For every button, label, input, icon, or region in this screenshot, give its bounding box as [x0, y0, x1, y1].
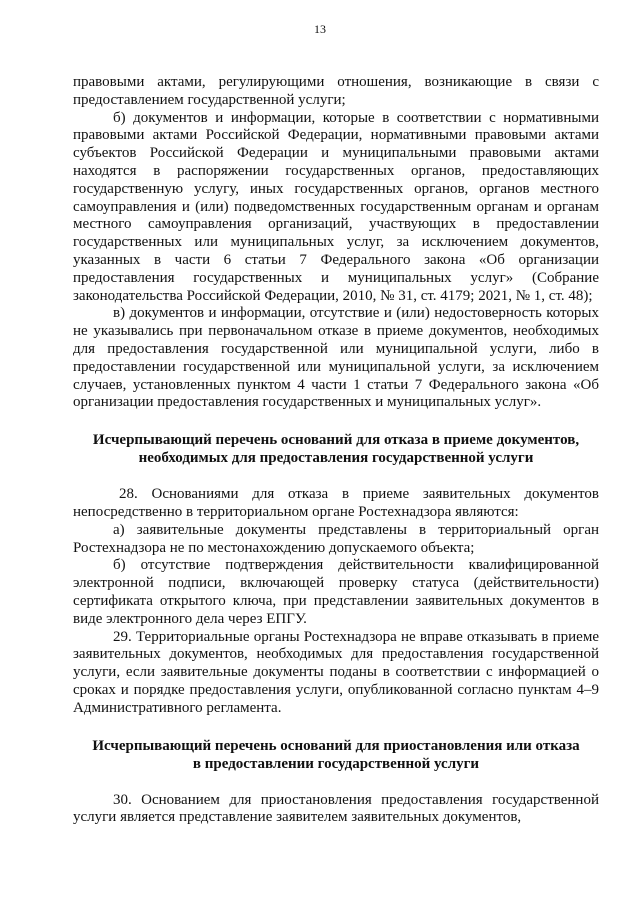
- paragraph-28-a: а) заявительные документы представлены в территориальный орган Ростехнадзора не по местонахождению допускаемого объекта;: [73, 521, 599, 556]
- section-heading-suspension-refusal: [73, 737, 599, 773]
- paragraph-29: 29. Территориальные органы Ростехнадзора не вправе отказывать в приеме заявительных документов, необходимых для предоставления государственной услуги, если заявительные документы поданы в соответствии с информацией о сроках и порядке предоставления услуги, опубликованной согласно пунктам 4–9 Административного регламента.: [73, 628, 599, 716]
- section-heading-refusal-acceptance: [73, 431, 599, 467]
- heading-line: Исчерпывающий перечень оснований для отказа в приеме документов,: [92, 432, 580, 449]
- paragraph-28-b: б) отсутствие подтверждения действительности квалифицированной электронной подписи, включающей проверку статуса (действительности) сертификата открытого ключа, при представлении заявительных документов в виде электронного дела через ЕПГУ.: [73, 557, 599, 627]
- paragraph-28: 28. Основаниями для отказа в приеме заявительных документов непосредственно в территориальном органе Ростехнадзора являются:: [73, 486, 599, 520]
- paragraph-item-v: в) документов и информации, отсутствие и (или) недостоверность которых не указывались при первоначальном отказе в приеме документов, необходимых для предоставления государственной или муниципальной услуги, либо в предоставлении государственной или муниципальной услуги, за исключением случаев, установленных пунктом 4 части 1 статьи 7 Федерального закона «Об организации предоставления государственных и муниципальных услуг».: [73, 305, 599, 411]
- paragraph-30: 30. Основанием для приостановления предоставления государственной услуги является представление заявителем заявительных документов,: [73, 791, 599, 826]
- heading-line: Исчерпывающий перечень оснований для приостановления или отказа: [92, 737, 580, 754]
- heading-line: необходимых для предоставления государственной услуги: [138, 450, 534, 467]
- heading-line: в предоставлении государственной услуги: [192, 755, 480, 772]
- paragraph-item-b: б) документов и информации, которые в соответствии с нормативными правовыми актами Российской Федерации, нормативными правовыми актами субъектов Российской Федерации и муниципальными правовыми актами находятся в распоряжении государственных органов, предоставляющих государственную услугу, иных государственных органов, органов местного самоуправления и (или) подведомственных государственным органам и органам местного самоуправления организаций, участвующих в предоставлении государственных или муниципальных услуг, за исключением документов, указанных в части 6 статьи 7 Федерального закона «Об организации предоставления государственных и муниципальных услуг» (Собрание законодательства Российской Федерации, 2010, № 31, ст. 4179; 2021, № 1, ст. 48);: [73, 109, 599, 304]
- paragraph-continuation: правовыми актами, регулирующими отношения, возникающие в связи с предоставлением государственной услуги;: [73, 74, 599, 108]
- page-number: 13: [314, 22, 326, 36]
- document-body: [73, 74, 599, 827]
